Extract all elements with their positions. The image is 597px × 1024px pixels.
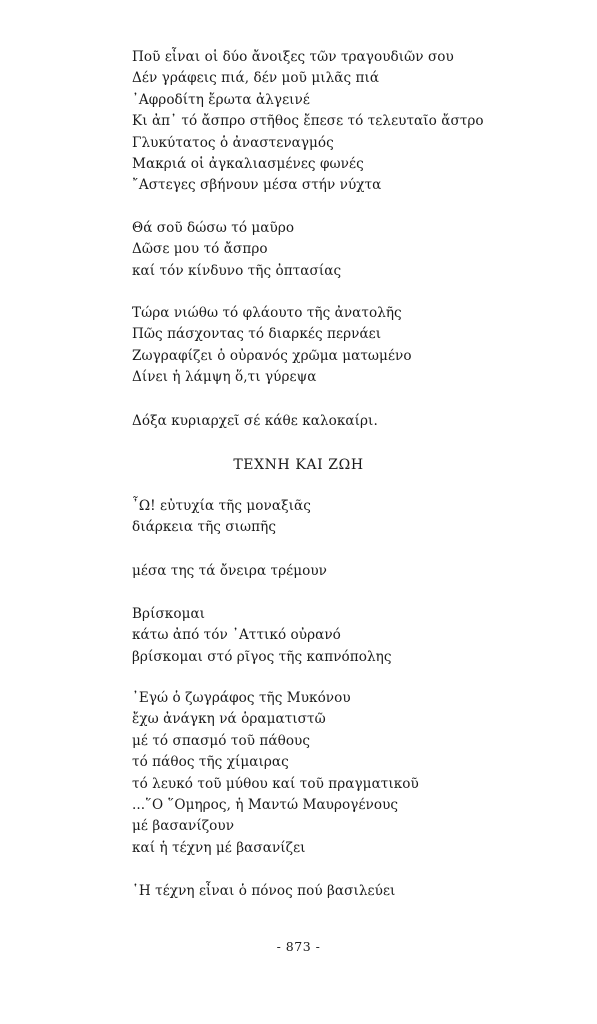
poem-title: ΤΕΧΝΗ ΚΑΙ ΖΩΗ [233, 457, 364, 473]
poem-line: καί ἡ τέχνη μέ βασανίζει [132, 839, 306, 856]
poem-line: Πῶς πάσχοντας τό διαρκές περνάει [132, 326, 382, 343]
poem-line: Δῶσε μου τό ἄσπρο [132, 241, 268, 258]
poem-line: ῾Η τέχνη εἶναι ὁ πόνος πού βασιλεύει [132, 883, 396, 899]
poem-line: Τώρα νιώθω τό φλάουτο τῆς ἀνατολῆς [132, 305, 402, 321]
poem-line: ἔχω ἀνάγκη νά ὁραματιστῶ [132, 711, 326, 728]
poem-line: ...῞Ο ῞Ομηρος, ἡ Μαντώ Μαυρογένους [132, 796, 399, 813]
page-number: - 873 - [276, 939, 321, 954]
poem-line: μέσα της τά ὄνειρα τρέμουν [132, 563, 327, 579]
poem-line: Ζωγραφίζει ὁ οὐρανός χρῶμα ματωμένο [132, 347, 412, 364]
poem-line: Δίνει ἡ λάμψη ὅ,τι γύρεψα [132, 369, 317, 386]
poem-line: Μακριά οἱ ἀγκαλιασμένες φωνές [132, 155, 364, 172]
poem1-stanza-2 [132, 218, 341, 282]
poem-line: μέ βασανίζουν [132, 818, 235, 835]
poem-line: βρίσκομαι στό ρῖγος τῆς καπνόπολης [132, 648, 392, 665]
poem-line: Δόξα κυριαρχεῖ σέ κάθε καλοκαίρι. [132, 413, 378, 429]
poem1-stanza-4 [132, 411, 378, 432]
poem-line: ῎Αστεγες σβήνουν μέσα στήν νύχτα [132, 177, 382, 194]
poem-line: τό λευκό τοῦ μύθου καί τοῦ πραγματικοῦ [132, 775, 419, 792]
poem2-stanza-1 [132, 496, 311, 539]
poem2-stanza-5 [132, 881, 395, 902]
poem1-stanza-3 [132, 303, 412, 389]
poem1-stanza-1 [132, 47, 484, 197]
poem-line: Βρίσκομαι [132, 606, 206, 622]
poem-line: ᾿Αφροδίτη ἔρωτα ἀλγεινέ [132, 91, 310, 108]
poem-line: μέ τό σπασμό τοῦ πάθους [132, 732, 311, 749]
poem-line: ῏Ω! εὐτυχία τῆς μοναξιᾶς [132, 498, 311, 514]
poem-line: Δέν γράφεις πιά, δέν μοῦ μιλᾶς πιά [132, 70, 380, 87]
poem-line: τό πάθος τῆς χίμαιρας [132, 754, 289, 771]
poem-line: διάρκεια τῆς σιωπῆς [132, 519, 276, 536]
poem2-stanza-2 [132, 561, 327, 582]
poem-line: Θά σοῦ δώσω τό μαῦρο [132, 220, 295, 236]
poem2-stanza-4 [132, 688, 419, 859]
poem-line: Γλυκύτατος ὁ ἀναστεναγμός [132, 134, 334, 151]
poem-line: κάτω ἀπό τόν ᾿Αττικό οὐρανό [132, 627, 341, 644]
poem2-stanza-3 [132, 604, 392, 668]
poem-line: Ποῦ εἶναι οἱ δύο ἄνοιξες τῶν τραγουδιῶν σου [132, 49, 454, 65]
poem-line: Κι ἀπ᾿ τό ἄσπρο στῆθος ἔπεσε τό τελευταῖο ἄστρο [132, 113, 484, 130]
poem-line: καί τόν κίνδυνο τῆς ὀπτασίας [132, 262, 342, 279]
poem-line: ᾿Εγώ ὁ ζωγράφος τῆς Μυκόνου [132, 690, 351, 706]
